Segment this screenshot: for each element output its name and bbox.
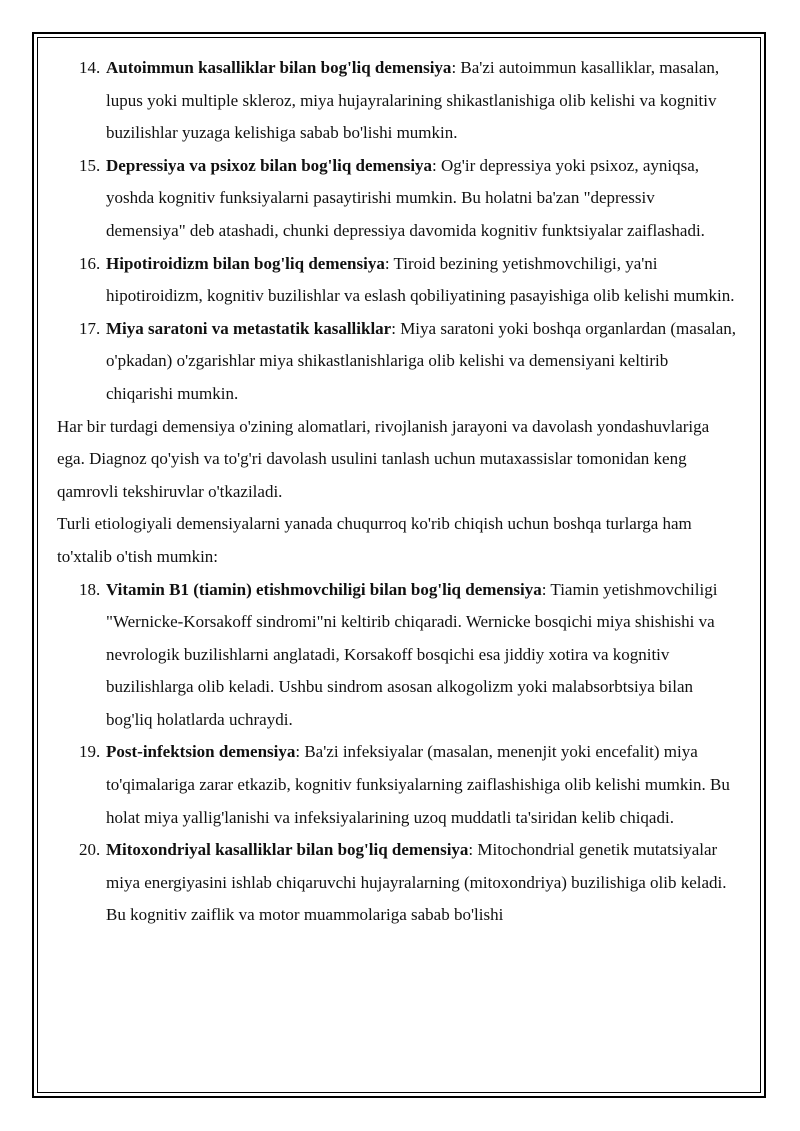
list-number: 14.	[79, 58, 101, 77]
list-item	[57, 248, 737, 313]
item-title: Hipotiroidizm bilan bog'liq demensiya	[106, 253, 385, 273]
list-number: 20.	[79, 840, 101, 860]
list-item	[57, 150, 737, 248]
list-item	[57, 313, 737, 411]
item-title: Post-infektsion demensiya	[106, 742, 296, 762]
item-text: : Tiroid bezining yetishmovchiligi, ya'ni hipotiroidizm, kognitiv buzilishlar va eslash qobiliyatining pasayishiga olib kelishi mumkin.	[106, 253, 735, 306]
item-title: Vitamin B1 (tiamin) etishmovchiligi bilan bog'liq demensiya	[106, 579, 542, 599]
item-text: : Ba'zi autoimmun kasalliklar, masalan, lupus yoki multiple skleroz, miya hujayralarining shikastlanishiga olib kelishi va kognitiv buzilishlar yuzaga kelishiga sabab bo'lishi mumkin.	[106, 58, 720, 143]
item-title: Autoimmun kasalliklar bilan bog'liq demensiya	[106, 58, 452, 77]
item-title: Miya saratoni va metastatik kasalliklar	[106, 318, 392, 338]
item-title: Depressiya va psixoz bilan bog'liq demensiya	[106, 155, 433, 175]
list-item	[57, 52, 737, 150]
list-item	[57, 736, 737, 834]
item-text: : Mitochondrial genetik mutatsiyalar miya energiyasini ishlab chiqaruvchi hujayralarning (mitoxondriya) buzilishiga olib keladi. Bu kognitiv zaiflik va motor muammolariga sabab bo'lishi	[106, 840, 727, 925]
list-number: 19.	[79, 742, 101, 762]
document-body	[57, 52, 737, 932]
item-text: : Tiamin yetishmovchiligi "Wernicke-Korsakoff sindromi"ni keltirib chiqaradi. Wernicke bosqichi miya shishishi va nevrologik buzilishlarni anglatadi, Korsakoff bosqichi esa jiddiy xotira va kognitiv buzilishlarga olib keladi. Ushbu sindrom asosan alkogolizm yoki malabsorbtsiya bilan bog'liq holatlarda uchraydi.	[106, 579, 718, 729]
list-number: 17.	[79, 318, 101, 338]
item-text: : Miya saratoni yoki boshqa organlardan (masalan, o'pkadan) o'zgarishlar miya shikastlanishlariga olib kelishi va demensiyani keltirib chiqarishi mumkin.	[106, 318, 737, 403]
list-item	[57, 834, 737, 932]
intro-paragraph: Turli etiologiyali demensiyalarni yanada chuqurroq ko'rib chiqish uchun boshqa turlarga ham to'xtalib o'tish mumkin:	[57, 514, 692, 566]
list-number: 16.	[79, 253, 101, 273]
item-text: : Ba'zi infeksiyalar (masalan, menenjit yoki encefalit) miya to'qimalariga zarar etkazib, kognitiv funksiyalarning zaiflashishiga olib kelishi mumkin. Bu holat miya yallig'lanishi va infeksiyalarining uzoq muddatli ta'siridan kelib chiqadi.	[106, 742, 730, 827]
item-text: : Og'ir depressiya yoki psixoz, ayniqsa, yoshda kognitiv funksiyalarni pasaytirishi mumkin. Bu holatni ba'zan "depressiv demensiya" deb atashadi, chunki depressiya davomida kognitiv funktsiyalar zaiflashadi.	[106, 155, 705, 240]
list-number: 15.	[79, 155, 101, 175]
summary-paragraph: Har bir turdagi demensiya o'zining alomatlari, rivojlanish jarayoni va davolash yondashuvlariga ega. Diagnoz qo'yish va to'g'ri davolash usulini tanlash uchun mutaxassislar tomonidan keng qamrovli tekshiruvlar o'tkaziladi.	[57, 416, 710, 501]
item-title: Mitoxondriyal kasalliklar bilan bog'liq demensiya	[106, 840, 469, 860]
list-item	[57, 574, 737, 737]
list-number: 18.	[79, 579, 101, 599]
